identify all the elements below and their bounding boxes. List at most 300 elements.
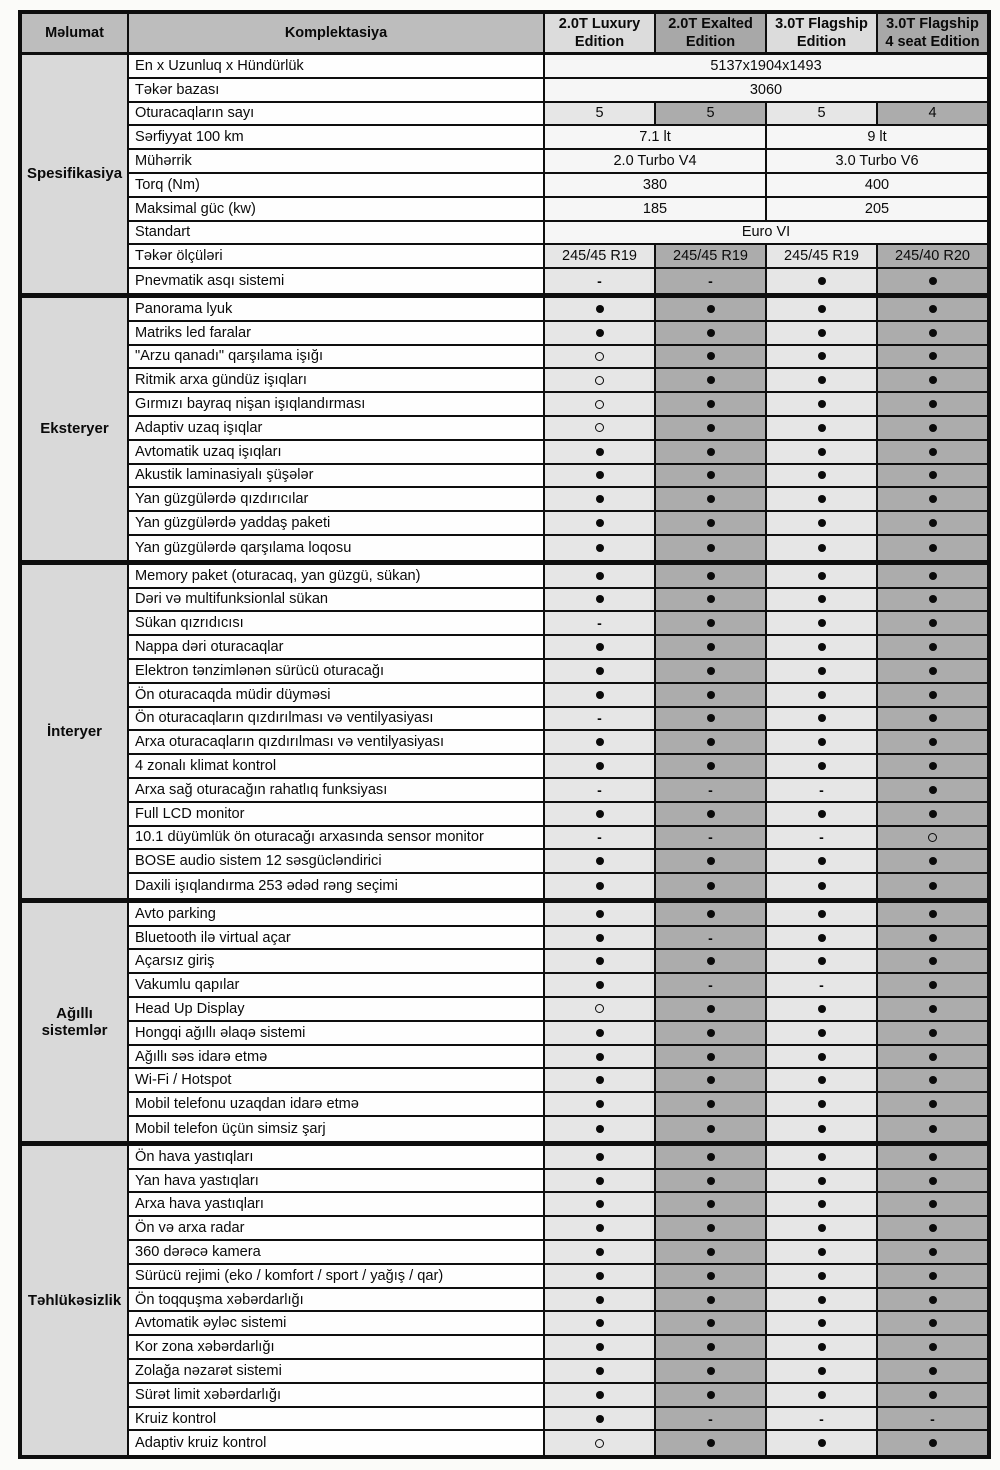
value-cell <box>656 1312 767 1334</box>
table-row <box>129 803 987 827</box>
value-cell: 4 <box>878 103 987 125</box>
value-cells <box>545 636 987 658</box>
standard-dot-icon <box>707 1367 715 1375</box>
table-row <box>129 1265 987 1289</box>
value-cell <box>656 827 767 849</box>
value-cell <box>545 1384 656 1406</box>
value-cell: 245/45 R19 <box>545 245 656 267</box>
value-cell <box>878 1093 987 1115</box>
standard-dot-icon <box>929 471 937 479</box>
value-cells <box>545 298 987 320</box>
table-row <box>129 589 987 613</box>
value-cell <box>656 684 767 706</box>
value-cell <box>878 1384 987 1406</box>
feature-label: 10.1 düyümlük ön oturacağı arxasında sensor monitor <box>129 827 545 849</box>
value-cell <box>878 974 987 996</box>
standard-dot-icon <box>707 957 715 965</box>
standard-dot-icon <box>707 544 715 552</box>
value-cell <box>767 565 878 587</box>
feature-label: Vakumlu qapılar <box>129 974 545 996</box>
standard-dot-icon <box>707 1391 715 1399</box>
standard-dot-icon <box>596 810 604 818</box>
value-cells <box>545 536 987 560</box>
standard-dot-icon <box>596 934 604 942</box>
value-cell: 9 lt <box>767 126 987 148</box>
value-cell <box>878 708 987 730</box>
value-cell <box>767 827 878 849</box>
value-cells <box>545 488 987 510</box>
trim-comparison-table <box>18 10 991 1459</box>
value-cells <box>545 1217 987 1239</box>
table-row <box>129 55 987 79</box>
value-cell <box>878 465 987 487</box>
value-cell: 380 <box>545 174 767 196</box>
standard-dot-icon <box>596 1125 604 1133</box>
standard-dot-icon <box>929 1177 937 1185</box>
standard-dot-icon <box>818 1125 826 1133</box>
standard-dot-icon <box>707 1319 715 1327</box>
value-cell <box>545 1069 656 1091</box>
feature-label: Matriks led faralar <box>129 322 545 344</box>
value-cell <box>656 998 767 1020</box>
value-cell <box>878 684 987 706</box>
standard-dot-icon <box>818 910 826 918</box>
value-cell <box>545 612 656 634</box>
value-cell <box>878 488 987 510</box>
value-cell <box>878 779 987 801</box>
standard-dot-icon <box>818 352 826 360</box>
group-i-nteryer <box>22 565 987 903</box>
value-cell <box>545 346 656 368</box>
not-available-dash: - <box>819 977 824 994</box>
table-row <box>129 245 987 269</box>
standard-dot-icon <box>596 738 604 746</box>
value-cell <box>545 1170 656 1192</box>
feature-label: Zolağa nəzarət sistemi <box>129 1360 545 1382</box>
group-təhlükəsizlik <box>22 1146 987 1455</box>
standard-dot-icon <box>929 1153 937 1161</box>
optional-circle-icon <box>928 833 937 842</box>
value-cell <box>545 441 656 463</box>
value-cells <box>545 565 987 587</box>
not-available-dash: - <box>819 829 824 846</box>
value-cell <box>545 803 656 825</box>
value-cell <box>545 974 656 996</box>
standard-dot-icon <box>596 857 604 865</box>
standard-dot-icon <box>596 910 604 918</box>
value-cells <box>545 1241 987 1263</box>
value-cell <box>656 708 767 730</box>
header-melumat: Məlumat <box>22 14 129 52</box>
value-cell <box>545 708 656 730</box>
value-cell <box>767 803 878 825</box>
standard-dot-icon <box>596 1391 604 1399</box>
standard-dot-icon <box>818 1076 826 1084</box>
standard-dot-icon <box>707 1177 715 1185</box>
value-cell <box>878 803 987 825</box>
value-cell <box>767 1217 878 1239</box>
value-cell <box>767 369 878 391</box>
value-cell <box>545 684 656 706</box>
value-cells <box>545 660 987 682</box>
table-row <box>129 150 987 174</box>
value-cell <box>878 850 987 872</box>
standard-dot-icon <box>707 857 715 865</box>
value-cell <box>656 1193 767 1215</box>
value-cell <box>656 903 767 925</box>
standard-dot-icon <box>818 1272 826 1280</box>
standard-dot-icon <box>818 1439 826 1447</box>
table-row <box>129 369 987 393</box>
value-cell <box>878 512 987 534</box>
table-row <box>129 755 987 779</box>
value-cell <box>878 1336 987 1358</box>
standard-dot-icon <box>596 1415 604 1423</box>
value-cell <box>545 1117 656 1141</box>
table-row <box>129 103 987 127</box>
value-cell: 245/45 R19 <box>767 245 878 267</box>
value-cell <box>767 536 878 560</box>
standard-dot-icon <box>707 1153 715 1161</box>
not-available-dash: - <box>819 1410 824 1427</box>
table-row <box>129 1193 987 1217</box>
value-cells <box>545 589 987 611</box>
value-cell <box>656 512 767 534</box>
value-cell <box>878 903 987 925</box>
value-cell <box>878 1170 987 1192</box>
value-cell <box>656 465 767 487</box>
value-cell <box>656 269 767 293</box>
standard-dot-icon <box>707 572 715 580</box>
standard-dot-icon <box>818 1177 826 1185</box>
value-cells <box>545 950 987 972</box>
value-cell <box>878 417 987 439</box>
value-cells <box>545 1046 987 1068</box>
value-cell <box>767 684 878 706</box>
table-row <box>129 1069 987 1093</box>
feature-label: Daxili işıqlandırma 253 ədəd rəng seçimi <box>129 874 545 898</box>
feature-label: Mühərrik <box>129 150 545 172</box>
table-row <box>129 488 987 512</box>
standard-dot-icon <box>596 1272 604 1280</box>
value-cell <box>767 322 878 344</box>
feature-label: Panorama lyuk <box>129 298 545 320</box>
feature-label: Kor zona xəbərdarlığı <box>129 1336 545 1358</box>
value-cell <box>656 755 767 777</box>
feature-label: Akustik laminasiyalı şüşələr <box>129 465 545 487</box>
feature-label: Standart <box>129 222 545 244</box>
value-cell <box>767 1170 878 1192</box>
table-row <box>129 1146 987 1170</box>
value-cell <box>545 565 656 587</box>
standard-dot-icon <box>929 1100 937 1108</box>
group-ağıllı-sistemlər <box>22 903 987 1146</box>
standard-dot-icon <box>596 448 604 456</box>
standard-dot-icon <box>818 1391 826 1399</box>
value-cell <box>878 269 987 293</box>
group-rows <box>129 903 987 1141</box>
standard-dot-icon <box>818 857 826 865</box>
table-row <box>129 174 987 198</box>
standard-dot-icon <box>707 882 715 890</box>
value-cells <box>545 874 987 898</box>
standard-dot-icon <box>596 691 604 699</box>
value-cell <box>656 346 767 368</box>
value-cells <box>545 731 987 753</box>
standard-dot-icon <box>929 1296 937 1304</box>
group-eksteryer <box>22 298 987 565</box>
value-cell <box>545 636 656 658</box>
value-cell <box>767 1408 878 1430</box>
value-cell <box>878 346 987 368</box>
value-cells <box>545 417 987 439</box>
standard-dot-icon <box>818 544 826 552</box>
optional-circle-icon <box>595 423 604 432</box>
feature-label: Arxa hava yastıqları <box>129 1193 545 1215</box>
table-row <box>129 79 987 103</box>
standard-dot-icon <box>818 448 826 456</box>
value-cell <box>656 417 767 439</box>
standard-dot-icon <box>596 1343 604 1351</box>
standard-dot-icon <box>818 1367 826 1375</box>
value-cells <box>545 803 987 825</box>
standard-dot-icon <box>818 1005 826 1013</box>
value-cell <box>656 660 767 682</box>
standard-dot-icon <box>818 619 826 627</box>
table-row <box>129 1360 987 1384</box>
table-row <box>129 417 987 441</box>
value-cell <box>878 565 987 587</box>
value-cell <box>656 636 767 658</box>
feature-label: Memory paket (oturacaq, yan güzgü, sükan) <box>129 565 545 587</box>
table-row <box>129 850 987 874</box>
value-cell <box>767 1093 878 1115</box>
value-cells <box>545 441 987 463</box>
standard-dot-icon <box>596 1076 604 1084</box>
value-cell <box>545 488 656 510</box>
value-cell <box>878 1265 987 1287</box>
standard-dot-icon <box>707 643 715 651</box>
value-cell <box>656 974 767 996</box>
value-cell <box>767 298 878 320</box>
value-cell <box>878 1193 987 1215</box>
standard-dot-icon <box>929 277 937 285</box>
standard-dot-icon <box>929 1200 937 1208</box>
value-cell <box>545 1265 656 1287</box>
standard-dot-icon <box>596 329 604 337</box>
table-row <box>129 636 987 660</box>
value-cell <box>656 1289 767 1311</box>
standard-dot-icon <box>596 519 604 527</box>
value-cell <box>767 1265 878 1287</box>
value-cell <box>656 1046 767 1068</box>
value-cell <box>545 298 656 320</box>
feature-label: Torq (Nm) <box>129 174 545 196</box>
standard-dot-icon <box>929 1029 937 1037</box>
value-cells <box>545 612 987 634</box>
standard-dot-icon <box>596 1296 604 1304</box>
value-cells <box>545 1312 987 1334</box>
not-available-dash: - <box>597 273 602 290</box>
standard-dot-icon <box>707 691 715 699</box>
value-cell <box>767 346 878 368</box>
feature-label: En x Uzunluq x Hündürlük <box>129 55 545 77</box>
table-row <box>129 1336 987 1360</box>
value-cell <box>767 1022 878 1044</box>
table-row <box>129 1289 987 1313</box>
value-cell <box>767 1117 878 1141</box>
standard-dot-icon <box>707 519 715 527</box>
standard-dot-icon <box>707 619 715 627</box>
table-row <box>129 441 987 465</box>
value-cells <box>545 393 987 415</box>
value-cells <box>545 1360 987 1382</box>
value-cell <box>878 927 987 949</box>
value-cell <box>545 731 656 753</box>
standard-dot-icon <box>707 471 715 479</box>
optional-circle-icon <box>595 376 604 385</box>
feature-label: Ön toqquşma xəbərdarlığı <box>129 1289 545 1311</box>
standard-dot-icon <box>707 1439 715 1447</box>
standard-dot-icon <box>707 376 715 384</box>
value-cell <box>767 903 878 925</box>
standard-dot-icon <box>929 400 937 408</box>
table-row <box>129 874 987 898</box>
standard-dot-icon <box>818 1153 826 1161</box>
value-cell <box>545 1408 656 1430</box>
value-cells <box>545 79 987 101</box>
standard-dot-icon <box>707 810 715 818</box>
standard-dot-icon <box>707 667 715 675</box>
value-cell <box>545 660 656 682</box>
value-cell <box>767 1336 878 1358</box>
header-komplektasiya: Komplektasiya <box>129 14 545 52</box>
value-cell <box>545 755 656 777</box>
value-cell <box>878 1046 987 1068</box>
standard-dot-icon <box>818 305 826 313</box>
value-cell <box>656 1384 767 1406</box>
standard-dot-icon <box>707 448 715 456</box>
value-cell <box>878 393 987 415</box>
value-cell <box>656 779 767 801</box>
value-cell <box>767 708 878 730</box>
value-cell <box>767 1431 878 1455</box>
value-cell <box>878 827 987 849</box>
value-cell: 5 <box>545 103 656 125</box>
value-cell <box>656 441 767 463</box>
standard-dot-icon <box>818 595 826 603</box>
value-cell: 205 <box>767 198 987 220</box>
table-row <box>129 612 987 636</box>
value-cell <box>878 950 987 972</box>
standard-dot-icon <box>818 495 826 503</box>
standard-dot-icon <box>929 329 937 337</box>
table-row <box>129 1046 987 1070</box>
standard-dot-icon <box>818 810 826 818</box>
value-cell <box>767 927 878 949</box>
value-cell <box>545 1046 656 1068</box>
standard-dot-icon <box>929 1391 937 1399</box>
feature-label: Yan güzgülərdə yaddaş paketi <box>129 512 545 534</box>
standard-dot-icon <box>707 1076 715 1084</box>
standard-dot-icon <box>929 643 937 651</box>
not-available-dash: - <box>597 829 602 846</box>
value-cells <box>545 1431 987 1455</box>
value-cell <box>545 827 656 849</box>
value-cells <box>545 1022 987 1044</box>
value-cell <box>545 465 656 487</box>
standard-dot-icon <box>707 1272 715 1280</box>
standard-dot-icon <box>818 738 826 746</box>
value-cell <box>545 322 656 344</box>
feature-label: Sürət limit xəbərdarlığı <box>129 1384 545 1406</box>
value-cells <box>545 1336 987 1358</box>
standard-dot-icon <box>929 352 937 360</box>
header-trim-exalted: 2.0T Exalted Edition <box>656 14 767 52</box>
standard-dot-icon <box>818 400 826 408</box>
value-cells <box>545 1069 987 1091</box>
value-cell: 245/40 R20 <box>878 245 987 267</box>
feature-label: Avtomatik əyləc sistemi <box>129 1312 545 1334</box>
value-cell <box>545 1312 656 1334</box>
standard-dot-icon <box>929 934 937 942</box>
standard-dot-icon <box>596 643 604 651</box>
value-cell <box>545 512 656 534</box>
value-cell <box>656 1170 767 1192</box>
value-cell <box>767 612 878 634</box>
value-cell <box>878 298 987 320</box>
group-label: Spesifikasiya <box>22 55 129 293</box>
standard-dot-icon <box>818 572 826 580</box>
feature-label: Elektron tənzimlənən sürücü oturacağı <box>129 660 545 682</box>
standard-dot-icon <box>818 1319 826 1327</box>
not-available-dash: - <box>708 1410 713 1427</box>
standard-dot-icon <box>596 495 604 503</box>
table-row <box>129 1408 987 1432</box>
value-cell <box>656 1069 767 1091</box>
value-cell <box>656 731 767 753</box>
table-row <box>129 1093 987 1117</box>
value-cell <box>767 488 878 510</box>
feature-label: BOSE audio sistem 12 səsgücləndirici <box>129 850 545 872</box>
standard-dot-icon <box>596 1200 604 1208</box>
standard-dot-icon <box>596 667 604 675</box>
value-cell <box>878 1360 987 1382</box>
feature-label: Maksimal güc (kw) <box>129 198 545 220</box>
feature-label: Yan güzgülərdə qızdırıcılar <box>129 488 545 510</box>
table-row <box>129 660 987 684</box>
standard-dot-icon <box>929 857 937 865</box>
standard-dot-icon <box>707 424 715 432</box>
group-label: Ağıllı sistemlər <box>22 903 129 1141</box>
not-available-dash: - <box>930 1410 935 1427</box>
standard-dot-icon <box>818 1053 826 1061</box>
optional-circle-icon <box>595 1439 604 1448</box>
value-cell: 5137x1904x1493 <box>545 55 987 77</box>
value-cell <box>656 874 767 898</box>
feature-label: Hongqi ağıllı əlaqə sistemi <box>129 1022 545 1044</box>
value-cell: 7.1 lt <box>545 126 767 148</box>
standard-dot-icon <box>818 957 826 965</box>
value-cell: 400 <box>767 174 987 196</box>
table-row <box>129 827 987 851</box>
feature-label: Kruiz kontrol <box>129 1408 545 1430</box>
value-cell <box>656 322 767 344</box>
value-cell <box>545 536 656 560</box>
feature-label: Dəri və multifunksionlal sükan <box>129 589 545 611</box>
optional-circle-icon <box>595 1004 604 1013</box>
standard-dot-icon <box>818 1343 826 1351</box>
